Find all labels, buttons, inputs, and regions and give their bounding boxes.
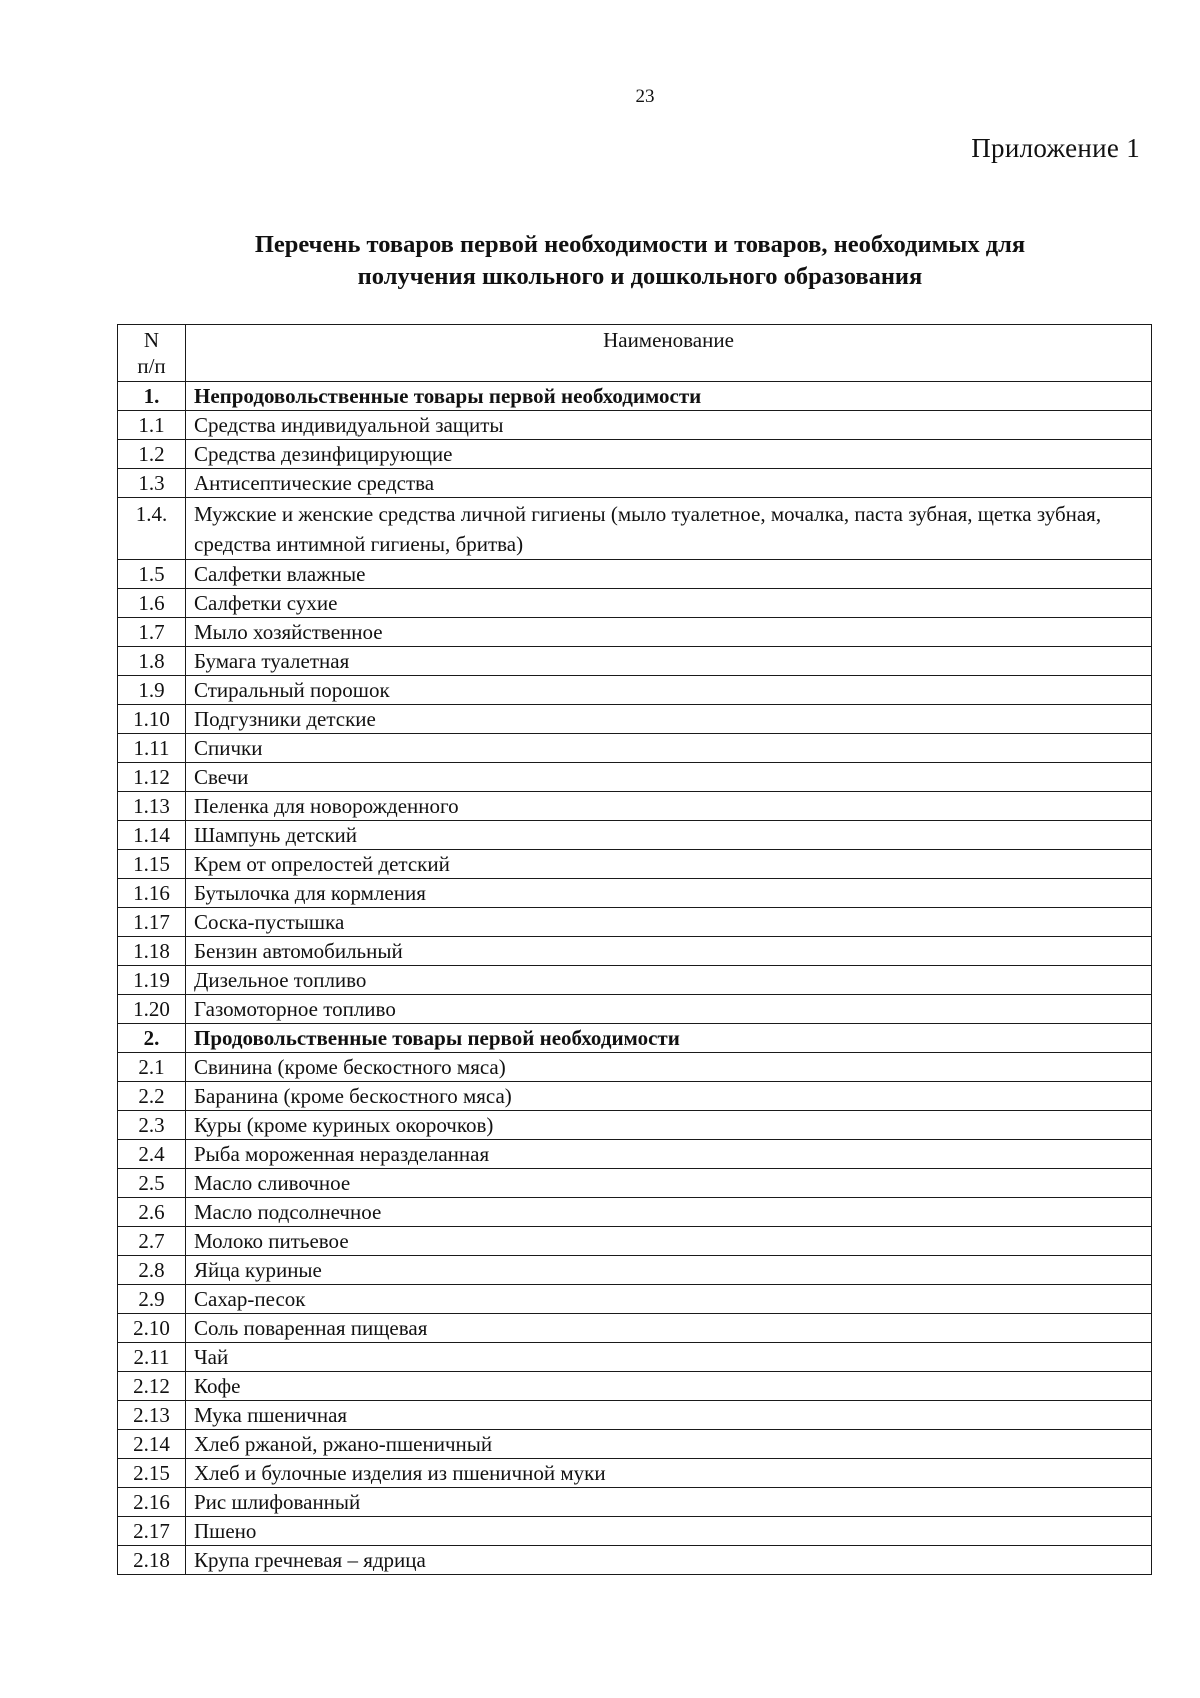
row-number-cell: 1.1 <box>118 411 186 440</box>
row-name-cell: Шампунь детский <box>186 821 1152 850</box>
header-name-cell: Наименование <box>186 325 1152 382</box>
title-line-2: получения школьного и дошкольного образования <box>357 263 923 290</box>
table-section-row <box>118 1024 1152 1053</box>
row-name-cell: Крем от опрелостей детский <box>186 850 1152 879</box>
row-number-cell: 2.8 <box>118 1256 186 1285</box>
table-row <box>118 937 1152 966</box>
table-row <box>118 1401 1152 1430</box>
row-name-cell: Свинина (кроме бескостного мяса) <box>186 1053 1152 1082</box>
row-name-cell: Дизельное топливо <box>186 966 1152 995</box>
row-name-cell: Бутылочка для кормления <box>186 879 1152 908</box>
table-row <box>118 1343 1152 1372</box>
row-name-cell: Салфетки сухие <box>186 589 1152 618</box>
row-number-cell: 1.16 <box>118 879 186 908</box>
table-row <box>118 1198 1152 1227</box>
row-name-cell: Масло сливочное <box>186 1169 1152 1198</box>
table-row <box>118 879 1152 908</box>
row-number-cell: 2.6 <box>118 1198 186 1227</box>
row-name-cell: Чай <box>186 1343 1152 1372</box>
row-number-cell: 2.18 <box>118 1546 186 1575</box>
table-row <box>118 1053 1152 1082</box>
row-name-cell: Яйца куриные <box>186 1256 1152 1285</box>
row-name-cell: Спички <box>186 734 1152 763</box>
row-number-cell: 1.13 <box>118 792 186 821</box>
row-number-cell: 1.3 <box>118 469 186 498</box>
row-number-cell: 2.12 <box>118 1372 186 1401</box>
document-title <box>120 229 1160 293</box>
table-row <box>118 995 1152 1024</box>
table-row <box>118 705 1152 734</box>
table-row <box>118 1256 1152 1285</box>
table-row <box>118 560 1152 589</box>
appendix-label: Приложение 1 <box>971 133 1140 163</box>
row-number-cell: 2.2 <box>118 1082 186 1111</box>
row-name-cell: Бензин автомобильный <box>186 937 1152 966</box>
table-row <box>118 589 1152 618</box>
table-row <box>118 763 1152 792</box>
row-number-cell: 2.9 <box>118 1285 186 1314</box>
table-row <box>118 618 1152 647</box>
table-row <box>118 1140 1152 1169</box>
title-line-1: Перечень товаров первой необходимости и товаров, необходимых для <box>254 231 1026 258</box>
row-name-cell: Хлеб ржаной, ржано-пшеничный <box>186 1430 1152 1459</box>
row-name-cell: Кофе <box>186 1372 1152 1401</box>
header-num-cell <box>118 325 186 382</box>
row-name-cell: Баранина (кроме бескостного мяса) <box>186 1082 1152 1111</box>
row-name-cell: Мыло хозяйственное <box>186 618 1152 647</box>
table-row <box>118 676 1152 705</box>
row-number-cell: 2.7 <box>118 1227 186 1256</box>
row-name-cell: Куры (кроме куриных окорочков) <box>186 1111 1152 1140</box>
table-row <box>118 1314 1152 1343</box>
row-number-cell: 1.5 <box>118 560 186 589</box>
row-number-cell: 2.4 <box>118 1140 186 1169</box>
row-number-cell: 2.13 <box>118 1401 186 1430</box>
row-name-cell: Продовольственные товары первой необходимости <box>186 1024 1152 1053</box>
row-number-cell: 1.6 <box>118 589 186 618</box>
row-number-cell: 2. <box>118 1024 186 1053</box>
row-name-cell: Соска-пустышка <box>186 908 1152 937</box>
row-number-cell: 1.15 <box>118 850 186 879</box>
row-number-cell: 2.14 <box>118 1430 186 1459</box>
table-row <box>118 1169 1152 1198</box>
row-name-cell: Соль поваренная пищевая <box>186 1314 1152 1343</box>
row-number-cell: 1.4. <box>118 498 186 560</box>
row-name-cell: Антисептические средства <box>186 469 1152 498</box>
table-row <box>118 908 1152 937</box>
header-num-line-2: п/п <box>137 354 166 378</box>
row-number-cell: 1.2 <box>118 440 186 469</box>
row-name-cell: Средства индивидуальной защиты <box>186 411 1152 440</box>
row-number-cell: 1. <box>118 382 186 411</box>
table-row <box>118 1459 1152 1488</box>
row-number-cell: 2.5 <box>118 1169 186 1198</box>
row-number-cell: 1.9 <box>118 676 186 705</box>
table-row <box>118 440 1152 469</box>
table-row <box>118 850 1152 879</box>
table-row <box>118 1546 1152 1575</box>
table-section-row <box>118 382 1152 411</box>
row-name-cell: Рыба мороженная неразделанная <box>186 1140 1152 1169</box>
row-number-cell: 2.17 <box>118 1517 186 1546</box>
row-number-cell: 1.19 <box>118 966 186 995</box>
table-row <box>118 966 1152 995</box>
row-number-cell: 1.20 <box>118 995 186 1024</box>
row-number-cell: 2.15 <box>118 1459 186 1488</box>
table-row <box>118 1111 1152 1140</box>
table-row <box>118 498 1152 560</box>
table-row <box>118 1430 1152 1459</box>
row-name-cell: Бумага туалетная <box>186 647 1152 676</box>
table-row <box>118 792 1152 821</box>
table-row <box>118 1488 1152 1517</box>
row-name-cell: Мужские и женские средства личной гигиены (мыло туалетное, мочалка, паста зубная, щетка зубная, средства интимной гигиены, бритва) <box>186 498 1152 560</box>
table-row <box>118 821 1152 850</box>
table-row <box>118 1517 1152 1546</box>
table-row <box>118 1372 1152 1401</box>
row-name-cell: Масло подсолнечное <box>186 1198 1152 1227</box>
row-number-cell: 1.14 <box>118 821 186 850</box>
table-row <box>118 1285 1152 1314</box>
table-row <box>118 1227 1152 1256</box>
row-number-cell: 2.1 <box>118 1053 186 1082</box>
row-name-cell: Рис шлифованный <box>186 1488 1152 1517</box>
table-row <box>118 734 1152 763</box>
row-name-cell: Пеленка для новорожденного <box>186 792 1152 821</box>
table-row <box>118 647 1152 676</box>
row-number-cell: 2.16 <box>118 1488 186 1517</box>
page-number: 23 <box>635 86 655 107</box>
row-number-cell: 1.7 <box>118 618 186 647</box>
row-name-cell: Мука пшеничная <box>186 1401 1152 1430</box>
table-row <box>118 469 1152 498</box>
table-body <box>118 382 1152 1575</box>
row-name-cell: Сахар-песок <box>186 1285 1152 1314</box>
row-name-cell: Хлеб и булочные изделия из пшеничной муки <box>186 1459 1152 1488</box>
row-number-cell: 2.10 <box>118 1314 186 1343</box>
row-number-cell: 1.17 <box>118 908 186 937</box>
table-row <box>118 1082 1152 1111</box>
goods-table <box>117 324 1152 1575</box>
row-name-cell: Стиральный порошок <box>186 676 1152 705</box>
row-name-cell: Салфетки влажные <box>186 560 1152 589</box>
row-number-cell: 2.11 <box>118 1343 186 1372</box>
row-name-cell: Подгузники детские <box>186 705 1152 734</box>
table-row <box>118 411 1152 440</box>
row-name-cell: Пшено <box>186 1517 1152 1546</box>
row-name-cell: Непродовольственные товары первой необходимости <box>186 382 1152 411</box>
row-name-cell: Средства дезинфицирующие <box>186 440 1152 469</box>
table-header-row <box>118 325 1152 382</box>
row-name-cell: Молоко питьевое <box>186 1227 1152 1256</box>
row-number-cell: 1.18 <box>118 937 186 966</box>
row-name-cell: Крупа гречневая – ядрица <box>186 1546 1152 1575</box>
row-name-cell: Свечи <box>186 763 1152 792</box>
row-number-cell: 1.10 <box>118 705 186 734</box>
row-number-cell: 2.3 <box>118 1111 186 1140</box>
row-number-cell: 1.12 <box>118 763 186 792</box>
header-num-line-1: N <box>143 328 160 352</box>
row-number-cell: 1.8 <box>118 647 186 676</box>
row-name-cell: Газомоторное топливо <box>186 995 1152 1024</box>
row-number-cell: 1.11 <box>118 734 186 763</box>
